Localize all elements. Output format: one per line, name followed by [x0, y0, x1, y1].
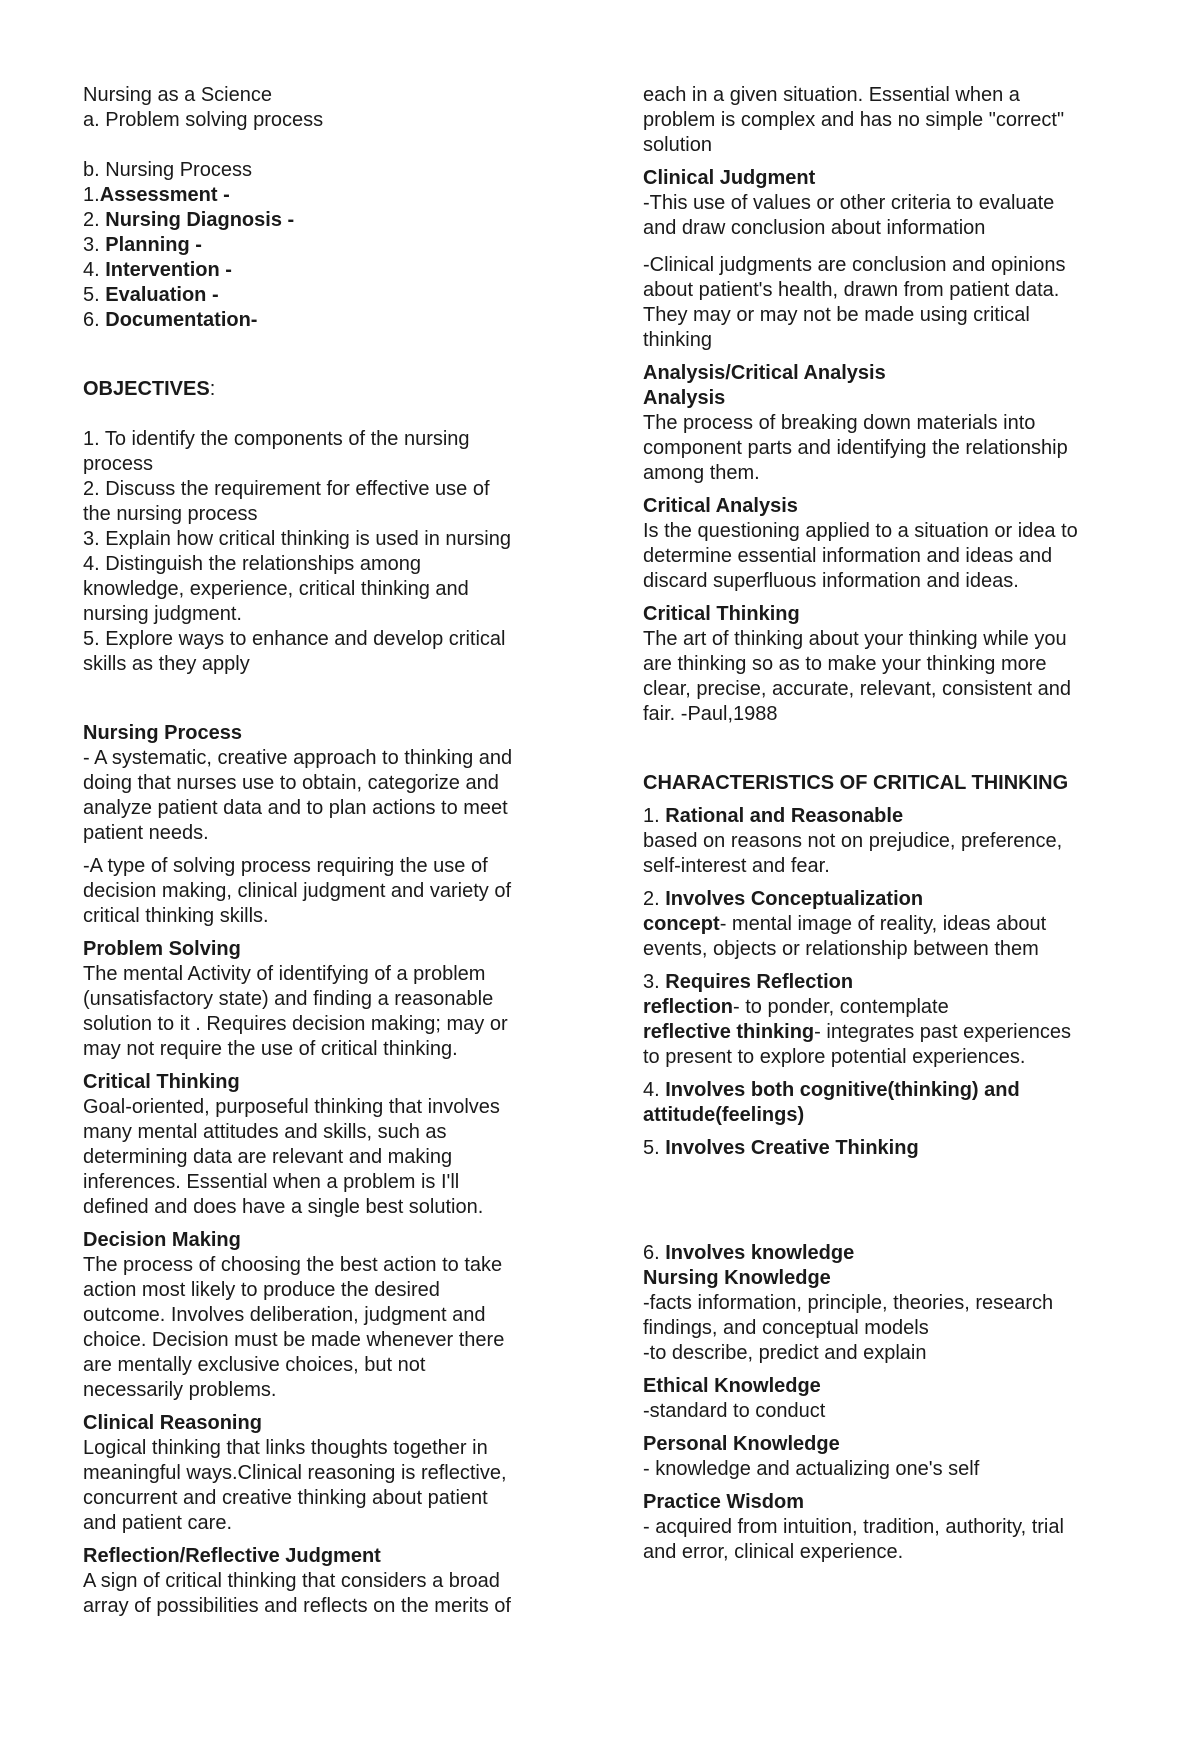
critical-thinking-heading: Critical Thinking	[83, 1071, 240, 1093]
critical-analysis-heading: Critical Analysis	[643, 495, 798, 517]
nursing-process-heading: Nursing Process	[83, 722, 242, 744]
nursing-step: 4. Intervention -	[83, 259, 232, 281]
paragraph-line: meaningful ways.Clinical reasoning is reflective,	[83, 1462, 507, 1484]
paragraph-line: and draw conclusion about information	[643, 217, 986, 239]
paragraph-line: component parts and identifying the relationship	[643, 437, 1068, 459]
clinical-reasoning-heading: Clinical Reasoning	[83, 1412, 262, 1434]
paragraph-line: -Clinical judgments are conclusion and opinions	[643, 254, 1066, 276]
paragraph-line: A sign of critical thinking that considers a broad	[83, 1570, 500, 1592]
paragraph-line: are thinking so as to make your thinking more	[643, 653, 1047, 675]
paragraph-line: concurrent and creative thinking about patient	[83, 1487, 488, 1509]
objectives-heading: OBJECTIVES:	[83, 378, 216, 400]
list-item: b. Nursing Process	[83, 159, 252, 181]
paragraph-line: and patient care.	[83, 1512, 232, 1534]
paragraph-line: thinking	[643, 329, 712, 351]
term-definition: concept- mental image of reality, ideas about	[643, 913, 1047, 935]
paragraph-line: They may or may not be made using critical	[643, 304, 1030, 326]
paragraph-line: outcome. Involves deliberation, judgment and	[83, 1304, 486, 1326]
nursing-step: 5. Evaluation -	[83, 284, 219, 306]
characteristic-item: 4. Involves both cognitive(thinking) and	[643, 1079, 1020, 1101]
nursing-step: 6. Documentation-	[83, 309, 258, 331]
paragraph-line: doing that nurses use to obtain, categorize and	[83, 772, 499, 794]
characteristic-item-continued: attitude(feelings)	[643, 1104, 805, 1126]
objective-item: nursing judgment.	[83, 603, 242, 625]
paragraph-line: Logical thinking that links thoughts together in	[83, 1437, 488, 1459]
objective-item: 4. Distinguish the relationships among	[83, 553, 421, 575]
paragraph-line: many mental attitudes and skills, such as	[83, 1121, 447, 1143]
paragraph-line: decision making, clinical judgment and variety of	[83, 880, 511, 902]
clinical-judgment-heading: Clinical Judgment	[643, 167, 816, 189]
paragraph-line: solution to it . Requires decision making; may or	[83, 1013, 508, 1035]
paragraph-line: Is the questioning applied to a situation or idea to	[643, 520, 1078, 542]
paragraph-line: - A systematic, creative approach to thinking and	[83, 747, 513, 769]
objective-item: 1. To identify the components of the nursing	[83, 428, 470, 450]
paragraph-line: analyze patient data and to plan actions to meet	[83, 797, 508, 819]
nursing-step: 3. Planning -	[83, 234, 202, 256]
paragraph-line: problem is complex and has no simple "correct"	[643, 109, 1065, 131]
paragraph-line: choice. Decision must be made whenever there	[83, 1329, 505, 1351]
paragraph-line: - knowledge and actualizing one's self	[643, 1458, 980, 1480]
paragraph-line: -standard to conduct	[643, 1400, 826, 1422]
paragraph-line: -facts information, principle, theories, research	[643, 1292, 1054, 1314]
paragraph-line: clear, precise, accurate, relevant, consistent and	[643, 678, 1072, 700]
paragraph-line: determine essential information and ideas and	[643, 545, 1053, 567]
critical-thinking-heading: Critical Thinking	[643, 603, 800, 625]
characteristic-item: 3. Requires Reflection	[643, 971, 854, 993]
characteristics-heading: CHARACTERISTICS OF CRITICAL THINKING	[643, 772, 1069, 794]
paragraph-line: inferences. Essential when a problem is I'll	[83, 1171, 460, 1193]
paragraph-line: to present to explore potential experiences.	[643, 1046, 1026, 1068]
ethical-knowledge-heading: Ethical Knowledge	[643, 1375, 821, 1397]
term-definition: reflection- to ponder, contemplate	[643, 996, 949, 1018]
paragraph-line: action most likely to produce the desired	[83, 1279, 440, 1301]
paragraph-line: are mentally exclusive choices, but not	[83, 1354, 426, 1376]
paragraph-line: self-interest and fear.	[643, 855, 830, 877]
objective-item: 5. Explore ways to enhance and develop critical	[83, 628, 506, 650]
paragraph-line: array of possibilities and reflects on the merits of	[83, 1595, 511, 1617]
objective-item: 2. Discuss the requirement for effective use of	[83, 478, 490, 500]
paragraph-line: among them.	[643, 462, 760, 484]
paragraph-line: findings, and conceptual models	[643, 1317, 929, 1339]
paragraph-line: patient needs.	[83, 822, 209, 844]
left-column	[83, 83, 563, 1619]
paragraph-line: solution	[643, 134, 712, 156]
paragraph-line: each in a given situation. Essential when a	[643, 84, 1020, 106]
characteristic-item: 5. Involves Creative Thinking	[643, 1137, 919, 1159]
analysis-subheading: Analysis	[643, 387, 726, 409]
analysis-heading: Analysis/Critical Analysis	[643, 362, 886, 384]
paragraph-line: critical thinking skills.	[83, 905, 269, 927]
paragraph-line: events, objects or relationship between them	[643, 938, 1039, 960]
paragraph-line: -This use of values or other criteria to evaluate	[643, 192, 1055, 214]
personal-knowledge-heading: Personal Knowledge	[643, 1433, 840, 1455]
practice-wisdom-heading: Practice Wisdom	[643, 1491, 804, 1513]
characteristic-item: 2. Involves Conceptualization	[643, 888, 924, 910]
problem-solving-heading: Problem Solving	[83, 938, 241, 960]
objective-item: 3. Explain how critical thinking is used in nursing	[83, 528, 511, 550]
objectives-list	[83, 427, 563, 677]
paragraph-line: fair. -Paul,1988	[643, 703, 778, 725]
section-title: Nursing as a Science	[83, 84, 272, 106]
paragraph-line: about patient's health, drawn from patient data.	[643, 279, 1060, 301]
paragraph-line: The mental Activity of identifying of a problem	[83, 963, 486, 985]
paragraph-line: The art of thinking about your thinking while you	[643, 628, 1067, 650]
paragraph-line: discard superfluous information and ideas.	[643, 570, 1019, 592]
paragraph-line: necessarily problems.	[83, 1379, 277, 1401]
nursing-knowledge-heading: Nursing Knowledge	[643, 1267, 831, 1289]
paragraph-line: -to describe, predict and explain	[643, 1342, 927, 1364]
paragraph-line: based on reasons not on prejudice, preference,	[643, 830, 1063, 852]
paragraph-line: Goal-oriented, purposeful thinking that involves	[83, 1096, 500, 1118]
paragraph-line: The process of choosing the best action to take	[83, 1254, 503, 1276]
objective-item: the nursing process	[83, 503, 258, 525]
reflection-heading: Reflection/Reflective Judgment	[83, 1545, 381, 1567]
objective-item: knowledge, experience, critical thinking and	[83, 578, 469, 600]
paragraph-line: defined and does have a single best solution.	[83, 1196, 484, 1218]
paragraph-line: (unsatisfactory state) and finding a reasonable	[83, 988, 494, 1010]
nursing-step: 2. Nursing Diagnosis -	[83, 209, 295, 231]
decision-making-heading: Decision Making	[83, 1229, 241, 1251]
paragraph-line: The process of breaking down materials into	[643, 412, 1036, 434]
characteristic-item: 6. Involves knowledge	[643, 1242, 855, 1264]
paragraph-line: -A type of solving process requiring the use of	[83, 855, 488, 877]
paragraph-line: may not require the use of critical thinking.	[83, 1038, 458, 1060]
paragraph-line: - acquired from intuition, tradition, authority, trial	[643, 1516, 1064, 1538]
right-column	[643, 83, 1133, 1565]
objective-item: skills as they apply	[83, 653, 250, 675]
term-definition: reflective thinking- integrates past experiences	[643, 1021, 1071, 1043]
paragraph-line: and error, clinical experience.	[643, 1541, 904, 1563]
paragraph-line: determining data are relevant and making	[83, 1146, 453, 1168]
nursing-step: 1.Assessment -	[83, 184, 230, 206]
objective-item: process	[83, 453, 154, 475]
characteristic-item: 1. Rational and Reasonable	[643, 805, 904, 827]
list-item: a. Problem solving process	[83, 109, 324, 131]
